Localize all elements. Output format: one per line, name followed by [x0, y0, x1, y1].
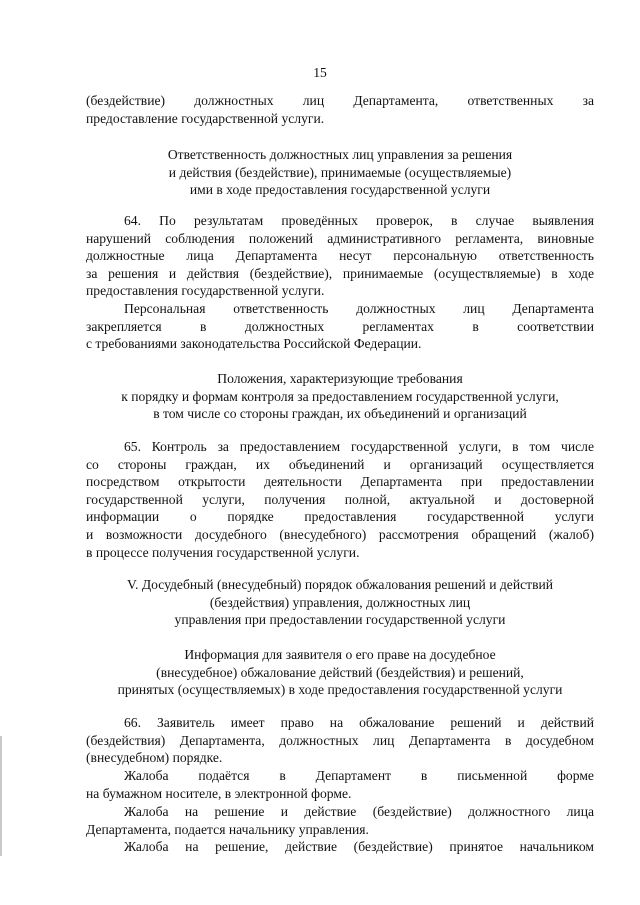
- word: и: [494, 491, 502, 507]
- word: государственной: [86, 491, 183, 507]
- section-v-heading: [86, 576, 594, 629]
- paragraph-65: [86, 438, 594, 561]
- word: ответственность: [233, 301, 329, 316]
- paragraph-line: [86, 456, 594, 474]
- heading-line: принятых (осуществляемых) в ходе предоставления государственной услуги: [117, 682, 563, 698]
- word: в: [279, 768, 286, 783]
- paragraph-line: с требованиями законодательства Российской Федерации.: [86, 336, 422, 352]
- word: должностных: [244, 318, 325, 334]
- heading-line: Положения, характеризующие требования: [217, 371, 463, 386]
- word: порядке: [227, 509, 274, 525]
- word: получения: [264, 491, 326, 507]
- intro-continuation: [86, 92, 594, 127]
- paragraph-line: [86, 508, 594, 526]
- word: Департамента,: [353, 93, 439, 108]
- heading-line: в том числе со стороны граждан, их объединений и организаций: [153, 406, 527, 422]
- paragraph-line: [86, 491, 594, 509]
- paragraph-66: [86, 714, 594, 767]
- heading-line: и действия (бездействие), принимаемые (осуществляемые): [168, 164, 512, 180]
- paragraph-line: 64. По результатам проведённых проверок, в случае выявления: [124, 213, 594, 228]
- word: в: [420, 768, 428, 783]
- paragraph-line: нарушений соблюдения положений административного регламента, виновные: [86, 230, 594, 246]
- paragraph-line: [86, 767, 594, 785]
- word: предоставления: [304, 509, 397, 525]
- paragraph-line: (внесудебном) порядке.: [86, 750, 223, 766]
- word: и: [383, 456, 391, 472]
- paragraph-line: в процессе получения государственной услуги.: [86, 544, 360, 560]
- word: осуществляется: [501, 456, 594, 472]
- word: (бездействие): [86, 93, 166, 108]
- word: со: [86, 456, 99, 472]
- heading-line: к порядку и формам контроля за предоставлением государственной услуги,: [121, 388, 559, 404]
- heading-line: ими в ходе предоставления государственной услуги: [189, 182, 491, 198]
- heading-applicant-information: [86, 646, 594, 699]
- paragraph-64: [86, 212, 594, 300]
- paragraph-line: (бездействия) Департамента, должностных лиц Департамента в досудебном: [86, 732, 594, 748]
- heading-line: V. Досудебный (внесудебный) порядок обжалования решений и действий: [126, 577, 554, 592]
- intro-line-2: предоставление государственной услуги.: [86, 110, 325, 126]
- word: о: [189, 509, 197, 525]
- word: лиц: [463, 301, 485, 316]
- word: форме: [557, 768, 594, 783]
- word: закрепляется: [86, 318, 162, 334]
- word: актуальной: [409, 491, 475, 507]
- intro-line-1: [86, 92, 594, 110]
- paragraph-complaint-head: [86, 838, 594, 856]
- word: в: [199, 318, 207, 334]
- word: полной,: [344, 491, 391, 507]
- word: услуги,: [202, 491, 245, 507]
- paragraph-line: [86, 318, 594, 336]
- paragraph-line: 65. Контроль за предоставлением государственной услуги, в том числе: [124, 439, 594, 454]
- heading-line: управления при предоставлении государственной услуги: [174, 612, 506, 628]
- heading-line: (бездействия) управления, должностных лиц: [209, 594, 471, 610]
- scan-edge-shadow: [0, 736, 2, 856]
- word: ответственных: [467, 93, 554, 108]
- word: соответствии: [517, 318, 594, 334]
- page-number: 15: [313, 65, 327, 80]
- paragraph-line: Жалоба на решение и действие (бездействие) должностного лица: [124, 804, 594, 819]
- word: должностных: [356, 301, 436, 316]
- word: информации: [86, 509, 160, 525]
- word: стороны: [117, 456, 167, 472]
- paragraph-line: и возможности досудебного (внесудебного) рассмотрения обращений (жалоб): [86, 526, 594, 542]
- paragraph-personal-responsibility: [86, 300, 594, 353]
- heading-responsibility: [86, 146, 594, 199]
- word: Департамента: [512, 301, 594, 316]
- word: за: [582, 93, 594, 108]
- heading-line: (внесудебное) обжалование действий (бездействия) и решений,: [156, 664, 524, 680]
- paragraph-line: должностные лица Департамента несут персональную ответственность: [86, 248, 594, 264]
- word: их: [255, 456, 270, 472]
- heading-line: Информация для заявителя о его праве на досудебное: [184, 647, 496, 662]
- paragraph-line: Жалоба на решение, действие (бездействие) принятое начальником: [124, 839, 594, 854]
- word: Жалоба: [124, 768, 169, 783]
- word: подаётся: [198, 768, 250, 783]
- paragraph-complaint-form: [86, 767, 594, 802]
- word: организаций: [409, 456, 483, 472]
- paragraph-complaint-official: [86, 803, 594, 838]
- paragraph-line: посредством открытости деятельности Департамента при предоставлении: [86, 474, 594, 490]
- word: объединений: [288, 456, 365, 472]
- paragraph-line: за решения и действия (бездействие), принимаемые (осуществляемые) в ходе: [86, 265, 594, 281]
- word: Департамент: [315, 768, 392, 783]
- paragraph-line: [86, 300, 594, 318]
- word: в: [472, 318, 479, 334]
- word: услуги: [554, 509, 594, 525]
- word: государственной: [427, 509, 524, 525]
- word: регламентах: [362, 318, 434, 334]
- word: письменной: [457, 768, 528, 783]
- heading-control-requirements: [86, 370, 594, 423]
- paragraph-line: предоставления государственной услуги.: [86, 283, 325, 299]
- paragraph-line: на бумажном носителе, в электронной форме.: [86, 785, 352, 801]
- paragraph-line: Департамента, подается начальнику управления.: [86, 821, 369, 837]
- word: граждан,: [185, 456, 237, 472]
- heading-line: Ответственность должностных лиц управления за решения: [167, 147, 513, 162]
- word: должностных: [194, 93, 274, 108]
- paragraph-line: 66. Заявитель имеет право на обжалование решений и действий: [124, 715, 594, 730]
- word: лиц: [302, 93, 325, 108]
- word: достоверной: [520, 491, 594, 507]
- word: Персональная: [124, 301, 206, 316]
